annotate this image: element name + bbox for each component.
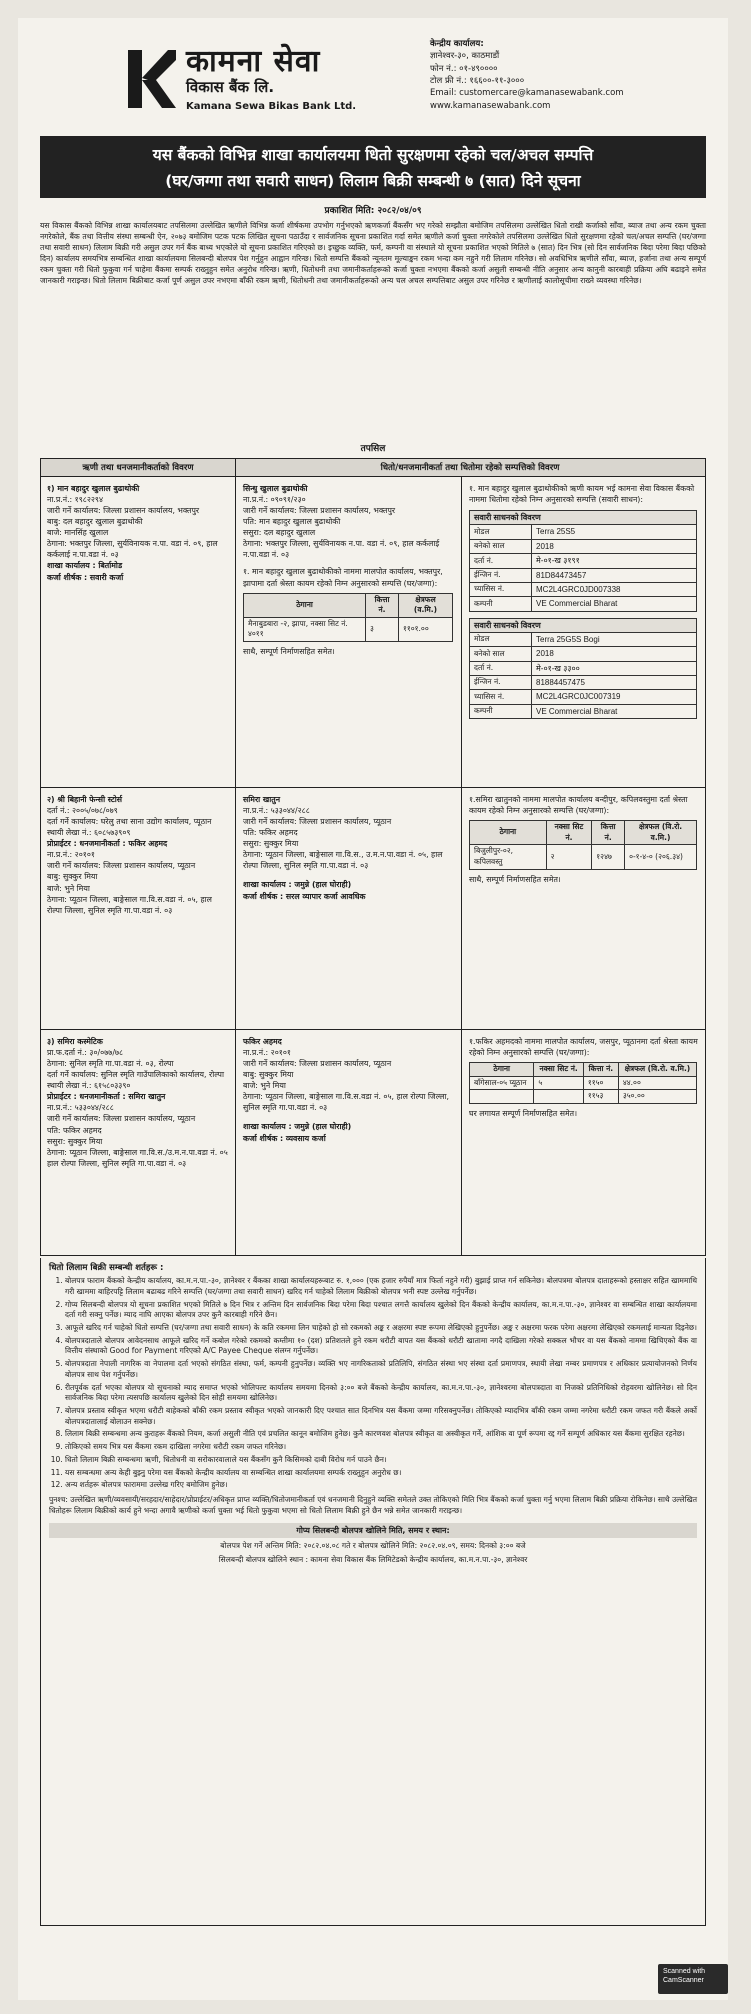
conditions-list (49, 1276, 697, 1491)
row3-proprietor: प्रोप्राईटर : धनजमानीकर्ता : समिरा खातुन (47, 1092, 166, 1102)
row1-land-intro: १. मान बहादुर खुलाल बुढाथोकीको नाममा मालपोत कार्यालय, भक्तपुर, झापामा दर्ता श्रेस्ता कायम रहेको निम्न अनुसारको सम्पत्ति (घर/जग्गा): (243, 567, 443, 588)
row3-address: ठेगाना: सुनिल स्मृति गा.पा.वडा नं. ०३, रोल्पा (47, 1059, 174, 1069)
contact-title: केन्द्रीय कार्यालय: (430, 39, 484, 49)
land-address: मैनाबुडबारा -२, झापा, नक्सा सिट नं. ४०११ (244, 617, 366, 641)
row2-branch: शाखा कार्यालय : जमुन्ने (हाल घोराही) (243, 880, 352, 890)
row3-proprietor-issuer: जारी गर्ने कार्यालय: जिल्ला प्रशासन कार्यालय, प्यूठान (47, 1114, 196, 1124)
contact-email: Email: customercare@kamanasewabank.com (430, 88, 624, 99)
list-item: 2. गोप्य सिलबन्दी बोलपत्र यो सूचना प्रकाशित भएको मितिले ७ दिन भित्र र अन्तिम दिन सार्वजनिक बिदा परेमा बिदा पश्चात लगत्तै कार्यालय खुलेको दिन बैंकको केन्द्रीय कार्यालय, का.म.न.पा.-३०, ज्ञानेश्वर वा सम्बन्धित शाखा कार्यालयमा दर्ता गरी सक्नु पर्नेछ। म्याद नाघि आएका बोलपत्र उपर कुनै कारबाही गरिने छैन। (65, 1300, 697, 1321)
row3-proprietor-spouse: पति: फकिर अहमद (47, 1125, 102, 1135)
row1-borrower-name: १) मान बहादुर खुलाल बुढाथोकी (47, 484, 140, 493)
vehicle-title: सवारी साधनको विवरण (470, 618, 697, 632)
list-item: 4. बोलपत्रदाताले बोलपत्र आवेदनसाथ आफूले खरिद गर्ने कबोल गरेको रकमको कम्तीमा १० (दश) प्रतिशतले हुने रकम धरौटी बापत यस बैंकको धरौटी खातामा नगदै दाखिला गरेको सक्कल भौचर वा यस बैंकको नाममा खिचिएको बैंक वा वित्तीय संस्थाको Good for Payment गरिएको A/C Payee Cheque संलग्न गर्नुपर्नेछ। (65, 1336, 697, 1357)
vehicle-field: ईन्जिन नं. (470, 568, 532, 582)
list-item: 12. अन्य शर्तहरू बोलपत्र फाराममा उल्लेख गरिए बमोजिम हुनेछ। (65, 1480, 697, 1491)
row1-guarantor-address: ठेगाना: भक्तपुर जिल्ला, सुर्यविनायक न.पा. वडा नं. ०९, हाल कर्कलाई न.पा.वडा नं. ०३ (243, 539, 440, 560)
notice-title-banner (40, 136, 706, 198)
row3-land-intro: १.फकिर अहमदको नाममा मालपोत कार्यालय, जसपुर, प्यूठानमा दर्ता श्रेस्ता कायम रहेको निम्न अनुसारको सम्पत्ति (घर/जग्गा): (469, 1037, 698, 1058)
row3-proprietor-address: ठेगाना: प्यूठान जिल्ला, बाङ्गेसाल गा.वि.स./उ.म.न.पा.वडा नं. ०५ हाल रोल्पा जिल्ला, सुनिल स्मृति गा.पा.वडा नं. ०३ (47, 1147, 228, 1168)
list-item: 5. बोलपत्रदाता नेपाली नागरिक वा नेपालमा दर्ता भएको संगठित संस्था, फर्म, कम्पनी हुनुपर्नेछ। व्यक्ति भए नागरिकताको प्रतिलिपि, संगठित संस्था भए संस्था दर्ता प्रमाणपत्र, स्थायी लेखा नम्बर प्रमाणपत्र र अधिकार प्रत्यायोजनको निर्णय बोलपत्र साथ पेश गर्नुपर्नेछ। (65, 1359, 697, 1380)
row2-proprietor-citizenship: ना.प्र.नं.: २०१०१ (47, 850, 95, 860)
row1-borrower-issuer: जारी गर्ने कार्यालय: जिल्ला प्रशासन कार्यालय, भक्तपुर (47, 506, 200, 516)
row2-proprietor-father: बाबु: सुक्कुर मिया (47, 872, 98, 882)
row3-pan: स्थायी लेखा नं.: ६१५८०३३९० (47, 1081, 131, 1091)
land-area: ४४.०० (618, 1076, 696, 1090)
bank-logo-icon (126, 48, 176, 110)
table-row (470, 845, 697, 869)
land-col-plot: कित्ता नं. (583, 1063, 618, 1077)
row2-registration-office: दर्ता गर्ने कार्यालय: घरेलु तथा साना उद्योग कार्यालय, प्यूठान (47, 817, 212, 827)
list-item: 6. रीतपूर्वक दर्ता भएका बोलपत्र यो सूचनाको म्याद समाप्त भएको भोलिपल्ट कार्यालय समयमा दिनको ३:०० बजे बैंकको केन्द्रीय कार्यालय, का.म.न.पा.-३०, ज्ञानेश्वरमा बोलपत्रदाता वा निजको प्रतिनिधिको रोहवरमा खोलिनेछ। सो दिन सार्वजनिक बिदा परेमा त्यसपछि कार्यालय खुलेको दिन सोही समयमा खोलिनेछ। (65, 1383, 697, 1404)
vehicle-field: दर्ता नं. (470, 661, 532, 675)
vehicle-field: मोडल (470, 525, 532, 539)
vehicle-field: ईन्जिन नं. (470, 676, 532, 690)
row3-guarantor (237, 1032, 461, 1148)
bank-name-english: Kamana Sewa Bikas Bank Ltd. (186, 101, 357, 112)
vehicle-field: च्यासिस नं. (470, 690, 532, 704)
scanner-watermark: Scanned with CamScanner (658, 1964, 728, 1994)
bid-opening-detail: बोलपत्र पेश गर्ने अन्तिम मिति: २०८२.०४.०८ गते र बोलपत्र खोलिने मिति: २०८२.०४.०९, समय: दिनको ३:०० बजे (220, 1540, 526, 1550)
list-item: 7. बोलपत्र प्रस्ताव स्वीकृत भएमा धरौटी बाहेकको बाँकी रकम प्रस्ताव स्वीकृत भएको जानकारी दिए पश्चात सात दिनभित्र यस बैंकमा जम्मा गरिसक्नुपर्नेछ। तोकिएको म्यादभित्र बाँकी रकम जम्मा नगरेमा धरौटी रकम जफत गरी बैंकले अर्को बोलपत्रदातालाई बोलाउन सक्नेछ। (65, 1406, 697, 1427)
notice-intro-paragraph: यस विकास बैंकको विभिन्न शाखा कार्यालयबाट तपसिलमा उल्लेखित ऋणीले विभिन्न कर्जा शीर्षकमा उपभोग गर्नुभएको ऋणकर्जा बैंकसँग भए गरेको सम्झौता बमोजिम तपसिलमा उल्लेखित धितो राखी कर्जाको साँवा, ब्याज तथा अन्य रकम चुक्ता नगरेकोले, बैंक तथा वित्तीय संस्था सम्बन्धी ऐन, २०७३ बमोजिम पटक पटक लिखित सूचना पठाउँदा र सार्वजनिक सूचना प्रकाशित गर्दा समेत ऋणीले कर्जा चुक्ता नगरेकोले तपसिलमा उल्लेखित धितो सुरक्षणमा रहेको चल/अचल सम्पत्ति (घर/जग्गा तथा सवारी साधन) लिलाम बिक्री गरी असुल उपर गर्न बैंक बाध्य भएकोले यो सूचना प्रकाशित गरिएको छ। इच्छुक व्यक्ति, फर्म, कम्पनी वा संस्थाले यो सूचना प्रकाशित भएको मितिले ७ (सात) दिन भित्र (सो दिन सार्वजनिक बिदा परेमा बिदा पछिको दिन) कार्यालय समयभित्र सम्बन्धित शाखा कार्यालयमा सिलबन्दी बोलपत्र पेश गर्नुहुन आह्वान गरिन्छ। धितो सम्पत्ति बैंकको न्यूनतम मूल्याङ्कन रकम भन्दा कम नहुने गरी लिलाम गरिनेछ। सो अवधिभित्र ऋणीले साँवा, ब्याज, हर्जाना तथा अन्य सम्पूर्ण रकम चुक्ता गरी धितो फुकुवा गर्न चाहेमा बैंकमा सम्पर्क राख्नुहुन समेत अनुरोध गरिन्छ। ऋणी, धितोधनी तथा जमानीकर्ताहरूको कर्जा चुक्ता नभएमा बैंकको कर्जा असुली सम्बन्धी नीति अनुसार अन्य कानुनी कारबाही प्रक्रिया अघि बढाइने समेत जानकारी गराइन्छ। धितो लिलाम बिक्रीबाट कर्जा पूर्ण असुल उपर नभएमा बाँकी रकम ऋणी, धितोधनी तथा जमानीकर्ताहरूको अन्य चल अचल सम्पत्तिबाट असुल उपर गरिनेछ र ऋणीलाई कालोसूचीमा राख्ने व्यवस्था गरिनेछ। (40, 221, 706, 285)
row2-guarantor-issuer: जारी गर्ने कार्यालय: जिल्ला प्रशासन कार्यालय, प्यूठान (243, 817, 392, 827)
contact-website: www.kamanasewabank.com (430, 100, 551, 111)
row2-guarantor-citizenship: ना.प्र.नं.: ५३३०४४/२८८ (243, 806, 310, 816)
vehicle-table-2 (469, 618, 697, 720)
row2-land-note: साथै, सम्पूर्ण निर्माणसहित समेत। (469, 874, 561, 884)
table-row (470, 539, 697, 553)
row2-guarantor (237, 790, 461, 906)
row3-registration: प्रा.फ.दर्ता नं.: ३०/०७७/७८ (47, 1048, 124, 1058)
land-sheet (534, 1090, 583, 1104)
bank-name-nepali-sub: विकास बैंक लि. (186, 78, 275, 96)
land-col-address: ठेगाना (470, 821, 547, 845)
row2-registration: दर्ता नं.: २००५/०७८/०७९ (47, 806, 118, 816)
land-address: बिजुलीपुर-०२, कपिलवस्तु (470, 845, 547, 869)
row2-pan: स्थायी लेखा नं.: ६०८५७३९०९ (47, 828, 131, 838)
auction-property-table (40, 458, 706, 1256)
list-item: 9. तोकिएको समय भित्र यस बैंकमा रकम दाखिला नगरेमा धरौटी रकम जफत गरिनेछ। (65, 1442, 697, 1453)
row2-guarantor-father-in-law: ससुरा: सुक्कुर मिया (243, 839, 299, 849)
table-row (470, 597, 697, 611)
vehicle-value: 81884457475 (532, 676, 697, 690)
row3-guarantor-citizenship: ना.प्र.नं.: २०१०१ (243, 1048, 291, 1058)
table-row (470, 582, 697, 596)
col-header-borrower: ऋणी तथा धनजमानीकर्ताको विवरण (41, 459, 235, 477)
row2-guarantor-address: ठेगाना: प्यूठान जिल्ला, बाङ्गेसाल गा.वि.स., उ.म.न.पा.वडा नं. ०५, हाल रोल्पा जिल्ला, सुनिल स्मृति गा.पा.वडा नं. ०३ (243, 850, 443, 871)
row2-proprietor-issuer: जारी गर्ने कार्यालय: जिल्ला प्रशासन कार्यालय, प्यूठान (47, 861, 196, 871)
vehicle-field: कम्पनी (470, 704, 532, 718)
postscript-note: पुनश्च: उल्लेखित ऋणी/व्यवसायी/सरहदार/साहेदार/प्रोप्राईटर/अधिकृत प्राप्त व्यक्ति/धितोजमानीकर्ता एवं धनजमानी दिनुहुने व्यक्ति समेतले उक्त तोकिएको मिति भित्र बैंकको कर्जा चुक्ता गर्नु भएमा लिलाम बिक्री प्रक्रिया रोकिनेछ। साथै उल्लेखित धितोहरू लिलाम बिक्रीको कार्य हुने भन्दा अगावै ऋणीको कर्जा चुक्ता भई धितो फुकुवा भएमा सो धितो लिलाम बिक्री हुने छैन भन्ने समेत जानकारी गराइन्छ। (49, 1495, 697, 1515)
row3-proprietor-citizenship: ना.प्र.नं.: ५३३०४४/२८८ (47, 1103, 114, 1113)
list-item: 8. लिलाम बिक्री सम्बन्धमा अन्य कुराहरू बैंकको नियम, कर्जा असुली नीति एवं प्रचलित कानून बमोजिम हुनेछ। कुनै कारणवश बोलपत्र स्वीकृत वा अस्वीकृत गर्ने, आंशिक वा पूर्ण रूपमा रद्द गर्ने सम्पूर्ण अधिकार यस बैंकमा सुरक्षित रहनेछ। (65, 1429, 697, 1440)
row1-vehicle-intro: १. मान बहादुर खुलाल बुढाथोकीको ऋणी कायम भई कामना सेवा विकास बैंकको नाममा धितोमा रहेको निम्न अनुसारको सम्पत्ति (सवारी साधन): (469, 484, 695, 505)
row3-guarantor-name: फकिर अहमद (243, 1037, 282, 1046)
bank-name-nepali: कामना सेवा (186, 44, 321, 79)
vehicle-value: MC2L4GRC0JC007319 (532, 690, 697, 704)
appendix-title: तपसिल (360, 444, 386, 454)
row1-loan-type: कर्जा शीर्षक : सवारी कर्जा (47, 572, 124, 582)
notice-title-line2: (घर/जग्गा तथा सवारी साधन) लिलाम बिक्री सम्बन्धी ७ (सात) दिने सूचना (165, 172, 581, 191)
row1-guarantor-spouse: पति: मान बहादुर खुलाल बुढाथोकी (243, 517, 341, 527)
land-col-area: क्षेत्रफल (वि.रो. व.मि.) (618, 1063, 696, 1077)
land-address (470, 1090, 534, 1104)
vehicle-field: बनेको साल (470, 539, 532, 553)
col-header-collateral: धितो/धनजमानीकर्ता तथा धितोमा रहेको सम्पत्तिको विवरण (235, 459, 705, 477)
vehicle-value: VE Commercial Bharat (532, 597, 697, 611)
row1-guarantor (237, 479, 461, 661)
vehicle-title: सवारी साधनको विवरण (470, 511, 697, 525)
row1-land-table (243, 593, 453, 643)
row1-borrower-citizenship: ना.प्र.नं.: १९८२२९४ (47, 495, 104, 505)
table-row (470, 1090, 697, 1104)
row1-borrower-address: ठेगाना: भक्तपुर जिल्ला, सुर्यविनायक न.पा. वडा नं. ०९, हाल कर्कलाई न.पा.वडा नं. ०३ (47, 539, 218, 560)
vehicle-value: 2018 (532, 647, 697, 661)
row3-loan-type: कर्जा शीर्षक : व्यवसाय कर्जा (243, 1133, 326, 1143)
land-plot: ११५० (583, 1076, 618, 1090)
list-item: 3. आफूले खरिद गर्न चाहेको धितो सम्पत्ति (घर/जग्गा तथा सवारी साधन) के कति रकममा लिन चाहेको हो सो रकमको अङ्क र अक्षरमा स्पष्ट रूपमा लेखिएको हुनुपर्नेछ। अङ्क र अक्षरमा फरक परेमा अक्षरमा लेखिएको रकमलाई मान्यता दिइनेछ। (65, 1323, 697, 1334)
contact-block (430, 38, 660, 112)
list-item: 11. यस सम्बन्धमा अन्य केही बुझ्नु परेमा यस बैंकको केन्द्रीय कार्यालय वा सम्बन्धित शाखा कार्यालयमा सम्पर्क राख्नुहुन अनुरोध छ। (65, 1468, 697, 1479)
bid-opening-title: गोप्य सिलबन्दी बोलपत्र खोलिने मिति, समय र स्थान: (49, 1523, 697, 1538)
conditions-title: धितो लिलाम बिक्री सम्बन्धी शर्तहरू : (49, 1263, 164, 1273)
land-plot: १२४७ (592, 845, 625, 869)
land-sheet: ५ (534, 1076, 583, 1090)
land-col-plot: कित्ता नं. (592, 821, 625, 845)
row3-borrower-name: ३) समिरा कस्मेटिक (47, 1037, 103, 1046)
vehicle-value: MC2L4GRC0JD007338 (532, 582, 697, 596)
contact-phone: फोन नं.: ०१-४९०००० (430, 63, 498, 74)
row1-vehicle-block (463, 479, 705, 723)
table-row (470, 568, 697, 582)
row3-registration-office: दर्ता गर्ने कार्यालय: सुनिल स्मृति गाउँपालिकाको कार्यालय, रोल्पा (47, 1070, 225, 1080)
land-col-area: क्षेत्रफल (वि.रो. व.मि.) (625, 821, 697, 845)
vehicle-field: च्यासिस नं. (470, 582, 532, 596)
publication-date: प्रकाशित मिति: २०८२/०४/०९ (324, 206, 422, 216)
row2-land-intro: १.समिरा खातुनको नाममा मालपोत कार्यालय बन्दीपुर, कपिलवस्तुमा दर्ता श्रेस्ता कायम रहेको निम्न अनुसारको सम्पत्ति (घर/जग्गा): (469, 795, 688, 816)
land-area: ११०१.०० (398, 617, 452, 641)
vehicle-value: मे-०१-ख ३३०० (532, 661, 697, 675)
row1-guarantor-issuer: जारी गर्ने कार्यालय: जिल्ला प्रशासन कार्यालय, भक्तपुर (243, 506, 396, 516)
contact-address: ज्ञानेश्वर-३०, काठमाडौं (430, 51, 500, 62)
row3-land-table (469, 1062, 697, 1104)
land-plot: ११५३ (583, 1090, 618, 1104)
row1-borrower-father: बाबु: दल बहादुर खुलाल बुढाथोकी (47, 517, 143, 527)
table-row (470, 676, 697, 690)
table-row (470, 690, 697, 704)
table-row (470, 525, 697, 539)
land-address: बाँगेसाल-०५ प्यूठान (470, 1076, 534, 1090)
land-plot: ३ (366, 617, 399, 641)
vehicle-value: VE Commercial Bharat (532, 704, 697, 718)
notice-page (18, 18, 728, 2000)
row2-guarantor-spouse: पति: फकिर अहमद (243, 828, 298, 838)
row1-branch: शाखा कार्यालय : बिर्तामोड (47, 561, 123, 571)
row2-proprietor: प्रोप्राईटर : धनजमानीकर्ता : फकिर अहमद (47, 839, 168, 849)
row3-guarantor-grandfather: बाजे: भुने मिया (243, 1081, 286, 1091)
table-row (244, 617, 453, 641)
land-col-sheet: नक्सा सिट नं. (546, 821, 592, 845)
vehicle-field: दर्ता नं. (470, 554, 532, 568)
row3-guarantor-issuer: जारी गर्ने कार्यालय: जिल्ला प्रशासन कार्यालय, प्यूठान (243, 1059, 392, 1069)
row1-guarantor-father-in-law: ससुरा: दल बहादुर खुलाल (243, 528, 316, 538)
table-row (470, 704, 697, 718)
row3-proprietor-father-in-law: ससुरा: सुक्कुर मिया (47, 1136, 103, 1146)
row3-land-note: घर लगायत सम्पूर्ण निर्माणसहित समेत। (469, 1109, 578, 1119)
auction-conditions (40, 1258, 706, 1926)
land-sheet: २ (546, 845, 592, 869)
list-item: 1. बोलपत्र फाराम बैंकको केन्द्रीय कार्यालय, का.म.न.पा.-३०, ज्ञानेश्वर र बैंकका शाखा कार्यालयहरूबाट रु. १,००० (एक हजार रुपैयाँ मात्र फिर्ता नहुने गरी) बुझाई प्राप्त गर्न सकिनेछ। बोलपत्रमा बोलपत्र दाताहरूको हस्ताक्षर सहित खाममाथि गरी खाममा बाहिरपट्टि लिलाम बढाबढ गरिने सम्पत्ति (घर/जग्गा तथा सवारी साधन) खरिद गर्न चाहेको लिलाम बिक्रीको बोलपत्र भनी स्पष्ट उल्लेख गर्नुपर्नेछ। (65, 1276, 697, 1297)
land-col-sheet: नक्सा सिट नं. (534, 1063, 583, 1077)
table-row (470, 661, 697, 675)
row3-guarantor-address: ठेगाना: प्यूठान जिल्ला, बाङ्गेसाल गा.वि.स.वडा नं. ०५, हाल रोल्पा जिल्ला, सुनिल स्मृति गा.पा.वडा नं. ०३ (243, 1092, 449, 1113)
row2-loan-type: कर्जा शीर्षक : सरल व्यापार कर्जा आवधिक (243, 891, 366, 901)
bid-opening-place: सिलबन्दी बोलपत्र खोलिने स्थान : कामना सेवा विकास बैंक लिमिटेडको केन्द्रीय कार्यालय, का.म.न.पा.-३०, ज्ञानेश्वर (218, 1554, 528, 1564)
table-row (470, 1076, 697, 1090)
row3-branch: शाखा कार्यालय : जमुन्ने (हाल घोराही) (243, 1122, 352, 1132)
row2-land-table (469, 820, 697, 870)
land-col-address: ठेगाना (470, 1063, 534, 1077)
row3-guarantor-father: बाबु: सुक्कुर मिया (243, 1070, 294, 1080)
vehicle-field: मोडल (470, 633, 532, 647)
vehicle-table-1 (469, 510, 697, 612)
row1-borrower-grandfather: बाजे: मानसिंह खुलाल (47, 528, 109, 538)
land-area: ०-१-४-० (२०६.३४) (625, 845, 697, 869)
land-area: ३५०.०० (618, 1090, 696, 1104)
contact-tollfree: टोल फ्री नं.: १६६००-११-३००० (430, 75, 525, 86)
row2-guarantor-name: समिरा खातुन (243, 795, 281, 804)
vehicle-value: Terra 25S5 (532, 525, 697, 539)
row2-proprietor-grandfather: बाजे: भुने मिया (47, 883, 90, 893)
row2-land-block (463, 790, 705, 889)
list-item: 10. धितो लिलाम बिक्री सम्बन्धमा ऋणी, धितोधनी वा सरोकारवालाले यस बैंकसँग कुनै किसिमको दाबी विरोध गर्न पाउने छैन। (65, 1455, 697, 1466)
row1-land-note: साथै, सम्पूर्ण निर्माणसहित समेत। (243, 647, 335, 657)
row3-land-block (463, 1032, 705, 1123)
land-col-address: ठेगाना (244, 593, 366, 617)
row1-guarantor-name: सिन्धु खुलाल बुढाथोकी (243, 484, 308, 493)
row2-proprietor-address: ठेगाना: प्यूठान जिल्ला, बाङ्गेसाल गा.वि.स.वडा नं. ०५, हाल रोल्पा जिल्ला, सुनिल स्मृति गा.पा.वडा नं. ०३ (47, 894, 212, 915)
row3-borrower (41, 1032, 235, 1173)
land-col-plot: कित्ता नं. (366, 593, 399, 617)
vehicle-field: बनेको साल (470, 647, 532, 661)
row1-guarantor-citizenship: ना.प्र.नं.: ०९०९१/२३० (243, 495, 306, 505)
vehicle-value: 2018 (532, 539, 697, 553)
table-row (470, 647, 697, 661)
bank-header (18, 18, 728, 128)
table-row (470, 554, 697, 568)
vehicle-field: कम्पनी (470, 597, 532, 611)
land-col-area: क्षेत्रफल (व.मि.) (398, 593, 452, 617)
notice-title-line1: यस बैंकको विभिन्न शाखा कार्यालयमा धितो सुरक्षणमा रहेको चल/अचल सम्पत्ति (152, 146, 594, 164)
row2-borrower (41, 790, 235, 920)
vehicle-value: मे-०१-ख ३१९१ (532, 554, 697, 568)
vehicle-value: Terra 25G5S Bogi (532, 633, 697, 647)
table-row (470, 633, 697, 647)
row2-borrower-name: २) श्री बिहानी फेन्सी स्टोर्स (47, 795, 123, 804)
row1-borrower (41, 479, 235, 587)
vehicle-value: 81D84473457 (532, 568, 697, 582)
